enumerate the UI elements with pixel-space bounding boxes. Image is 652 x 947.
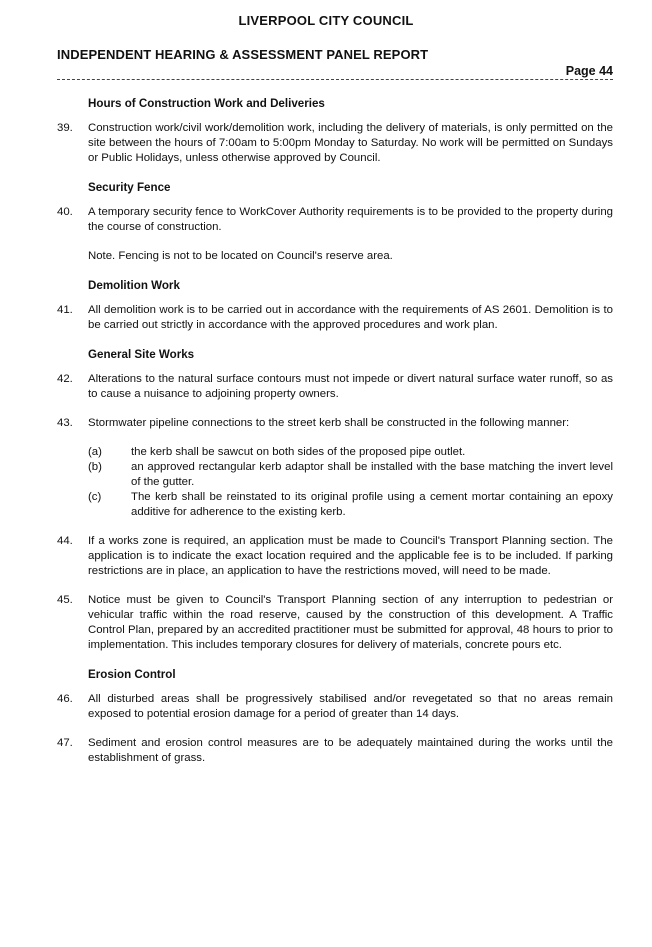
condition-text: Notice must be given to Council's Transport Planning section of any interruption to pedestrian or vehicular traffic within the road reserve, caused by the construction of this development. A Traffic Control Plan, prepared by an accredited practitioner must be submitted for approval, 48 hours to prior to implementation. This includes temporary closures for delivery of materials, concrete pours etc. xyxy=(88,594,613,651)
condition-45 xyxy=(57,593,613,653)
condition-47 xyxy=(57,736,613,766)
condition-number: 46. xyxy=(57,693,73,705)
condition-text: Construction work/civil work/demolition work, including the delivery of materials, is only permitted on the site between the hours of 7:00am to 5:00pm Monday to Saturday. No work will be permitted on Sundays or Public Holidays, unless otherwise approved by Council. xyxy=(88,122,613,164)
condition-42 xyxy=(57,372,613,402)
header-rule xyxy=(57,79,613,80)
condition-text: If a works zone is required, an application must be made to Council's Transport Planning section. The application is to indicate the exact location required and the applicable fee is to be included. If parking restrictions are in place, an application to have the restrictions moved, will need to be made. xyxy=(88,535,613,577)
condition-body xyxy=(88,416,613,520)
condition-number: 44. xyxy=(57,535,73,547)
condition-41 xyxy=(57,303,613,333)
condition-text: Stormwater pipeline connections to the street kerb shall be constructed in the following manner: xyxy=(88,417,570,429)
condition-text: All disturbed areas shall be progressively stabilised and/or revegetated so that no areas remain exposed to potential erosion damage for a period of greater than 14 days. xyxy=(88,693,613,720)
sub-clause-label: (c) xyxy=(88,491,102,503)
fencing-note: Note. Fencing is not to be located on Council's reserve area. xyxy=(88,250,393,262)
condition-43 xyxy=(57,416,613,520)
condition-text: Alterations to the natural surface contours must not impede or divert natural surface water runoff, so as to cause a nuisance to adjoining property owners. xyxy=(88,373,613,400)
council-title: LIVERPOOL CITY COUNCIL xyxy=(238,13,414,28)
sub-clause-label: (a) xyxy=(88,446,102,458)
sub-clause-b xyxy=(88,460,613,490)
section-heading-hours: Hours of Construction Work and Deliveries xyxy=(88,97,325,110)
condition-number: 45. xyxy=(57,594,73,606)
sub-clause-text: The kerb shall be reinstated to its original profile using a cement mortar containing an epoxy additive for adherence to the existing kerb. xyxy=(131,491,613,518)
report-title: INDEPENDENT HEARING & ASSESSMENT PANEL REPORT xyxy=(57,47,429,62)
section-heading-general: General Site Works xyxy=(88,348,195,361)
condition-text: Sediment and erosion control measures are to be adequately maintained during the works until the establishment of grass. xyxy=(88,737,613,764)
section-heading-erosion: Erosion Control xyxy=(88,668,176,681)
sub-clause-text: an approved rectangular kerb adaptor shall be installed with the base matching the invert level of the gutter. xyxy=(131,461,613,488)
sub-clause-a xyxy=(88,445,613,460)
condition-number: 41. xyxy=(57,304,73,316)
sub-clause-c xyxy=(88,490,613,520)
condition-number: 40. xyxy=(57,206,73,218)
condition-number: 42. xyxy=(57,373,73,385)
report-body xyxy=(57,96,613,780)
condition-number: 43. xyxy=(57,417,73,429)
condition-text: All demolition work is to be carried out in accordance with the requirements of AS 2601. Demolition is to be carried out strictly in accordance with the approved procedures and work plan. xyxy=(88,304,613,331)
section-heading-security: Security Fence xyxy=(88,181,171,194)
condition-39 xyxy=(57,121,613,166)
condition-number: 47. xyxy=(57,737,73,749)
condition-46 xyxy=(57,692,613,722)
condition-number: 39. xyxy=(57,122,73,134)
section-heading-demolition: Demolition Work xyxy=(88,279,180,292)
condition-44 xyxy=(57,534,613,579)
page-number: Page 44 xyxy=(565,64,613,78)
condition-40 xyxy=(57,205,613,235)
sub-clause-list xyxy=(88,445,613,520)
sub-clause-text: the kerb shall be sawcut on both sides of the proposed pipe outlet. xyxy=(131,446,466,458)
sub-clause-label: (b) xyxy=(88,461,102,473)
condition-text: A temporary security fence to WorkCover Authority requirements is to be provided to the property during the course of construction. xyxy=(88,206,613,233)
